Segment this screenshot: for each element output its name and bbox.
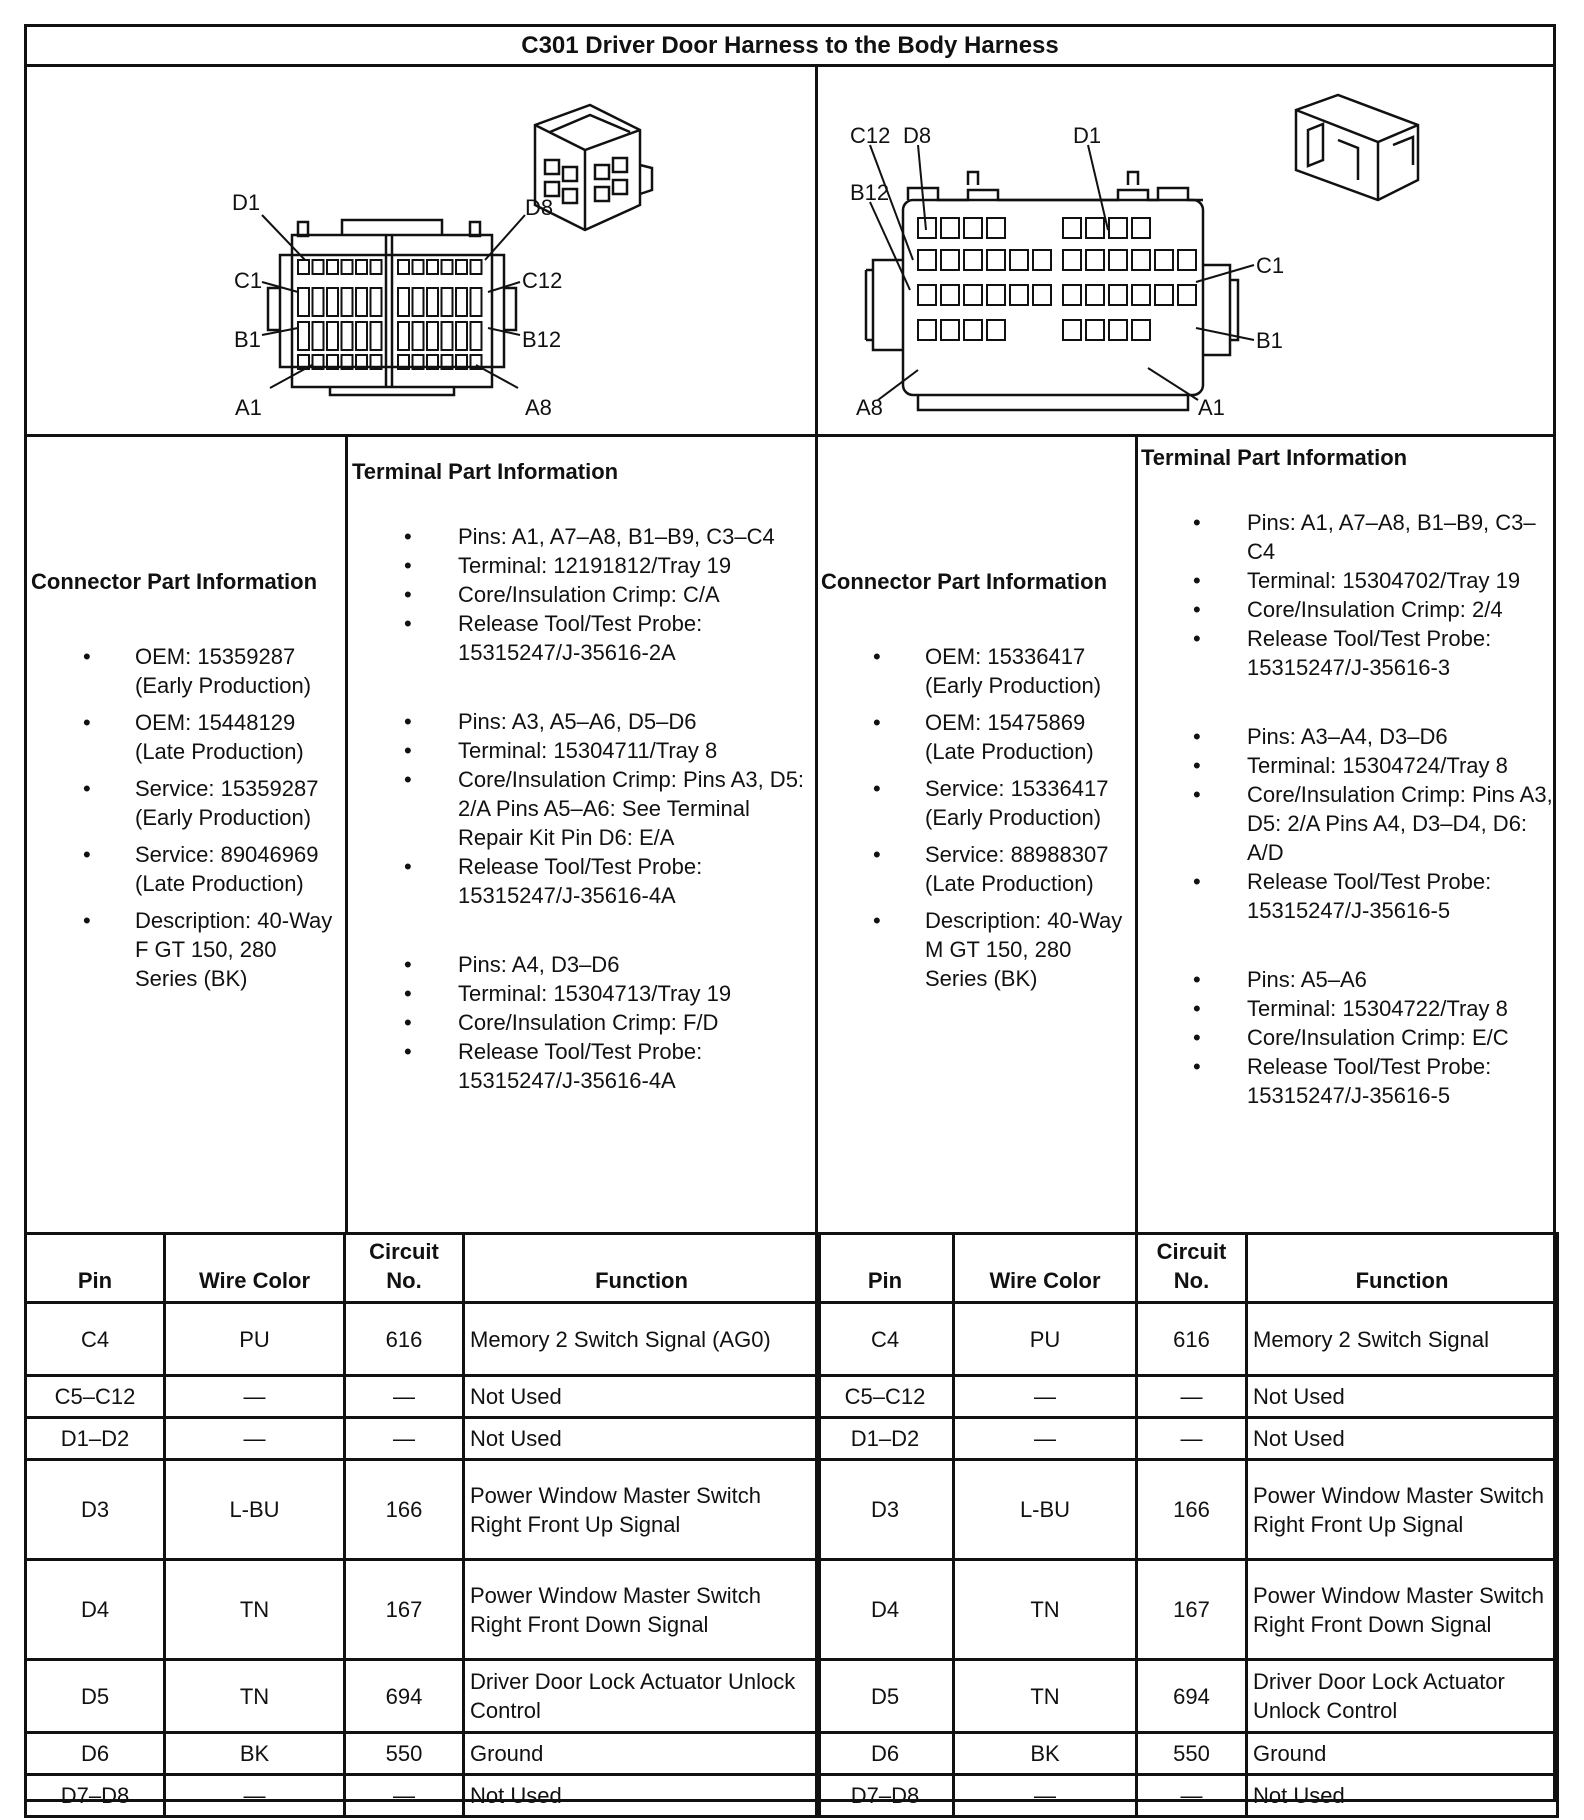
cavity: [1086, 285, 1104, 305]
pin-cell: D7–D8: [817, 1775, 954, 1817]
cavity: [356, 288, 367, 316]
function-cell: Not Used: [464, 1775, 820, 1817]
cavity: [1010, 285, 1028, 305]
cavity: [456, 260, 467, 274]
circuit-cell: 616: [345, 1303, 464, 1376]
wire-color-cell: —: [954, 1376, 1137, 1418]
cavity: [356, 322, 367, 350]
wire-color-cell: —: [165, 1376, 345, 1418]
circuit-cell: 166: [1137, 1460, 1247, 1560]
terminal-item: • Core/Insulation Crimp: F/D: [352, 1008, 812, 1037]
label-c1-left: C1: [234, 268, 263, 293]
cavity: [442, 322, 453, 350]
right-connector-diagram: [818, 70, 1553, 432]
terminal-item: • Release Tool/Test Probe: 15315247/J-35616-5: [1141, 1052, 1553, 1110]
table-row: [817, 1660, 1558, 1733]
cavity: [918, 218, 936, 238]
label-a1-right: A1: [1198, 395, 1225, 420]
cavity: [1132, 218, 1150, 238]
function-cell: Not Used: [1247, 1775, 1558, 1817]
wire-color-cell: PU: [954, 1303, 1137, 1376]
function-cell: Power Window Master Switch Right Front Up Signal: [464, 1460, 820, 1560]
terminal-item: • Pins: A3–A4, D3–D6: [1141, 722, 1553, 751]
terminal-item: • Terminal: 15304724/Tray 8: [1141, 751, 1553, 780]
cavity: [918, 250, 936, 270]
pin-cell: C4: [26, 1303, 165, 1376]
cavity: [342, 288, 353, 316]
function-cell: Not Used: [464, 1418, 820, 1460]
terminal-item: • Terminal: 15304711/Tray 8: [352, 736, 812, 765]
cavity: [413, 322, 424, 350]
cavity: [1109, 218, 1127, 238]
cavity: [964, 285, 982, 305]
connector-part-item: • Service: 15359287 (Early Production): [31, 774, 341, 832]
cavity: [413, 288, 424, 316]
right-connector-3d-icon: [1296, 95, 1418, 200]
circuit-cell: —: [1137, 1418, 1247, 1460]
cavity: [1063, 285, 1081, 305]
connector-part-item: • Description: 40-Way M GT 150, 280 Series (BK): [821, 906, 1131, 993]
table-row: [26, 1460, 820, 1560]
cavity: [456, 288, 467, 316]
connector-part-heading: Connector Part Information: [821, 569, 1108, 594]
pin-cell: D6: [817, 1733, 954, 1775]
terminal-item: • Pins: A5–A6: [1141, 965, 1553, 994]
pin-cell: D5: [817, 1660, 954, 1733]
wire-color-cell: PU: [165, 1303, 345, 1376]
function-cell: Memory 2 Switch Signal: [1247, 1303, 1558, 1376]
cavity: [987, 320, 1005, 340]
terminal-item: • Release Tool/Test Probe: 15315247/J-35616-5: [1141, 867, 1553, 925]
pin-cell: C4: [817, 1303, 954, 1376]
cavity: [371, 288, 382, 316]
label-d8-left: D8: [525, 195, 554, 220]
label-c1-right: C1: [1256, 253, 1285, 278]
table-row: [26, 1376, 820, 1418]
pin-cell: D1–D2: [817, 1418, 954, 1460]
function-cell: Power Window Master Switch Right Front Down Signal: [1247, 1560, 1558, 1660]
circuit-cell: 550: [1137, 1733, 1247, 1775]
cavity: [427, 322, 438, 350]
table-row: [26, 1560, 820, 1660]
pin-cell: D6: [26, 1733, 165, 1775]
wire-color-cell: TN: [954, 1660, 1137, 1733]
cavity: [918, 320, 936, 340]
table-row: [817, 1733, 1558, 1775]
cavity: [1010, 250, 1028, 270]
terminal-item: • Terminal: 12191812/Tray 19: [352, 551, 812, 580]
pin-cell: C5–C12: [817, 1376, 954, 1418]
cavity: [313, 260, 324, 274]
terminal-item: • Terminal: 15304713/Tray 19: [352, 979, 812, 1008]
label-a8-right: A8: [856, 395, 883, 420]
terminal-item: • Terminal: 15304722/Tray 8: [1141, 994, 1553, 1023]
label-a1-left: A1: [235, 395, 262, 420]
circuit-cell: 166: [345, 1460, 464, 1560]
cavity: [1109, 285, 1127, 305]
terminal-item: • Core/Insulation Crimp: C/A: [352, 580, 812, 609]
terminal-part-heading: Terminal Part Information: [352, 459, 619, 484]
cavity: [327, 322, 338, 350]
cavity: [298, 288, 309, 316]
wire-color-cell: BK: [165, 1733, 345, 1775]
function-header: Function: [1247, 1234, 1558, 1303]
connector-sheet: [24, 24, 1556, 1808]
left-connector-diagram: [30, 70, 812, 432]
cavity: [327, 288, 338, 316]
connector-part-item: • Service: 88988307 (Late Production): [821, 840, 1131, 898]
circuit-header: Circuit No.: [1137, 1234, 1247, 1303]
circuit-cell: 550: [345, 1733, 464, 1775]
table-row: [26, 1303, 820, 1376]
cavity: [298, 322, 309, 350]
table-header-row: [817, 1234, 1558, 1303]
cavity: [456, 322, 467, 350]
cavity: [1109, 250, 1127, 270]
cavity: [1155, 285, 1173, 305]
label-b12-left: B12: [522, 327, 562, 352]
cavity: [918, 285, 936, 305]
cavity: [471, 288, 482, 316]
cavity: [1063, 320, 1081, 340]
table-row: [817, 1775, 1558, 1817]
pin-cell: D7–D8: [26, 1775, 165, 1817]
cavity: [987, 250, 1005, 270]
cavity: [1155, 250, 1173, 270]
cavity: [1132, 285, 1150, 305]
label-b12-right: B12: [850, 180, 890, 205]
terminal-item: • Release Tool/Test Probe: 15315247/J-35616-2A: [352, 609, 812, 667]
cavity: [427, 288, 438, 316]
pin-cell: C5–C12: [26, 1376, 165, 1418]
cavity: [1086, 250, 1104, 270]
circuit-cell: 167: [1137, 1560, 1247, 1660]
cavity: [987, 218, 1005, 238]
function-cell: Memory 2 Switch Signal (AG0): [464, 1303, 820, 1376]
cavity: [327, 260, 338, 274]
cavity: [1109, 320, 1127, 340]
label-b1-left: B1: [234, 327, 261, 352]
wire-color-cell: —: [954, 1775, 1137, 1817]
cavity: [1063, 250, 1081, 270]
circuit-cell: —: [1137, 1376, 1247, 1418]
cavity: [941, 218, 959, 238]
pin-cell: D3: [26, 1460, 165, 1560]
cavity: [371, 322, 382, 350]
pin-cell: D5: [26, 1660, 165, 1733]
wire-color-header: Wire Color: [954, 1234, 1137, 1303]
pin-cell: D4: [817, 1560, 954, 1660]
function-cell: Driver Door Lock Actuator Unlock Control: [464, 1660, 820, 1733]
cavity: [427, 260, 438, 274]
connector-part-item: • Service: 89046969 (Late Production): [31, 840, 341, 898]
pin-header: Pin: [817, 1234, 954, 1303]
terminal-item: • Pins: A3, A5–A6, D5–D6: [352, 707, 812, 736]
circuit-cell: 694: [345, 1660, 464, 1733]
left-terminal-part-info: [352, 457, 812, 1095]
circuit-cell: —: [345, 1418, 464, 1460]
table-row: [26, 1418, 820, 1460]
cavity: [413, 260, 424, 274]
table-row: [26, 1775, 820, 1817]
page-title: C301 Driver Door Harness to the Body Harness: [27, 27, 1553, 67]
circuit-cell: 616: [1137, 1303, 1247, 1376]
terminal-part-heading: Terminal Part Information: [1141, 445, 1408, 470]
cavity: [941, 250, 959, 270]
terminal-item: • Release Tool/Test Probe: 15315247/J-35616-4A: [352, 1037, 812, 1095]
function-cell: Not Used: [1247, 1376, 1558, 1418]
connector-part-item: • OEM: 15448129 (Late Production): [31, 708, 341, 766]
cavity: [356, 260, 367, 274]
wire-color-cell: TN: [165, 1560, 345, 1660]
cavity: [442, 288, 453, 316]
function-cell: Not Used: [1247, 1418, 1558, 1460]
cavity: [298, 260, 309, 274]
connector-part-item: • OEM: 15336417 (Early Production): [821, 642, 1131, 700]
function-cell: Power Window Master Switch Right Front Up Signal: [1247, 1460, 1558, 1560]
right-terminal-part-info: [1141, 443, 1553, 1110]
right-pin-table: [815, 1232, 1559, 1818]
terminal-item: • Pins: A4, D3–D6: [352, 950, 812, 979]
left-connector-part-info: [31, 567, 341, 993]
right-connector-cavities: [918, 218, 1196, 340]
cavity: [471, 322, 482, 350]
cavity: [442, 260, 453, 274]
connector-part-item: • Description: 40-Way F GT 150, 280 Series (BK): [31, 906, 341, 993]
connector-part-item: • Service: 15336417 (Early Production): [821, 774, 1131, 832]
circuit-cell: 167: [345, 1560, 464, 1660]
connector-part-heading: Connector Part Information: [31, 569, 318, 594]
table-row: [26, 1660, 820, 1733]
wire-color-cell: L-BU: [954, 1460, 1137, 1560]
function-cell: Ground: [1247, 1733, 1558, 1775]
cavity: [941, 320, 959, 340]
pin-cell: D3: [817, 1460, 954, 1560]
cavity: [1086, 320, 1104, 340]
cavity: [964, 250, 982, 270]
circuit-cell: —: [345, 1775, 464, 1817]
cavity: [964, 218, 982, 238]
cavity: [342, 260, 353, 274]
label-a8-left: A8: [525, 395, 552, 420]
terminal-item: • Release Tool/Test Probe: 15315247/J-35616-4A: [352, 852, 812, 910]
cavity: [1178, 250, 1196, 270]
cavity: [1132, 250, 1150, 270]
connector-part-item: • OEM: 15359287 (Early Production): [31, 642, 341, 700]
cavity: [1132, 320, 1150, 340]
terminal-item: • Pins: A1, A7–A8, B1–B9, C3–C4: [1141, 508, 1553, 566]
wire-color-cell: BK: [954, 1733, 1137, 1775]
label-d8-right: D8: [903, 123, 932, 148]
right-connector-part-info: [821, 567, 1131, 993]
right-info-divider: [1135, 434, 1138, 1234]
cavity: [398, 322, 409, 350]
terminal-item: • Core/Insulation Crimp: Pins A3, D5: 2/A Pins A5–A6: See Terminal Repair Kit Pin D6: E/A: [352, 765, 812, 852]
wire-color-cell: —: [165, 1418, 345, 1460]
pin-cell: D1–D2: [26, 1418, 165, 1460]
label-c12-left: C12: [522, 268, 563, 293]
left-info-divider: [345, 434, 348, 1234]
terminal-item: • Core/Insulation Crimp: Pins A3, D5: 2/A Pins A4, D3–D4, D6: A/D: [1141, 780, 1553, 867]
cavity: [1178, 285, 1196, 305]
cavity: [398, 260, 409, 274]
label-b1-right: B1: [1256, 328, 1283, 353]
connector-part-item: • OEM: 15475869 (Late Production): [821, 708, 1131, 766]
wire-color-cell: —: [165, 1775, 345, 1817]
function-header: Function: [464, 1234, 820, 1303]
pin-header: Pin: [26, 1234, 165, 1303]
table-row: [26, 1733, 820, 1775]
diagram-divider: [27, 434, 1553, 437]
table-row: [817, 1560, 1558, 1660]
cavity: [964, 320, 982, 340]
terminal-item: • Core/Insulation Crimp: E/C: [1141, 1023, 1553, 1052]
circuit-cell: —: [1137, 1775, 1247, 1817]
label-d1-left: D1: [232, 190, 261, 215]
wire-color-cell: TN: [954, 1560, 1137, 1660]
wire-color-cell: TN: [165, 1660, 345, 1733]
cavity: [941, 285, 959, 305]
table-row: [817, 1460, 1558, 1560]
cavity: [371, 260, 382, 274]
cavity: [398, 288, 409, 316]
function-cell: Driver Door Lock Actuator Unlock Control: [1247, 1660, 1558, 1733]
function-cell: Ground: [464, 1733, 820, 1775]
cavity: [1033, 285, 1051, 305]
table-row: [817, 1303, 1558, 1376]
terminal-item: • Terminal: 15304702/Tray 19: [1141, 566, 1553, 595]
terminal-item: • Core/Insulation Crimp: 2/4: [1141, 595, 1553, 624]
table-row: [817, 1376, 1558, 1418]
left-connector-cavities: [298, 260, 482, 369]
cavity: [313, 288, 324, 316]
cavity: [313, 322, 324, 350]
cavity: [342, 322, 353, 350]
cavity: [1063, 218, 1081, 238]
table-header-row: [26, 1234, 820, 1303]
terminal-item: • Pins: A1, A7–A8, B1–B9, C3–C4: [352, 522, 812, 551]
circuit-header: Circuit No.: [345, 1234, 464, 1303]
circuit-cell: —: [345, 1376, 464, 1418]
function-cell: Power Window Master Switch Right Front Down Signal: [464, 1560, 820, 1660]
cavity: [471, 260, 482, 274]
pin-cell: D4: [26, 1560, 165, 1660]
circuit-cell: 694: [1137, 1660, 1247, 1733]
wire-color-cell: —: [954, 1418, 1137, 1460]
cavity: [987, 285, 1005, 305]
label-d1-right: D1: [1073, 123, 1102, 148]
wire-color-header: Wire Color: [165, 1234, 345, 1303]
left-pin-table: [24, 1232, 821, 1818]
terminal-item: • Release Tool/Test Probe: 15315247/J-35616-3: [1141, 624, 1553, 682]
table-row: [817, 1418, 1558, 1460]
wire-color-cell: L-BU: [165, 1460, 345, 1560]
cavity: [1086, 218, 1104, 238]
label-c12-right: C12: [850, 123, 891, 148]
cavity: [1033, 250, 1051, 270]
function-cell: Not Used: [464, 1376, 820, 1418]
